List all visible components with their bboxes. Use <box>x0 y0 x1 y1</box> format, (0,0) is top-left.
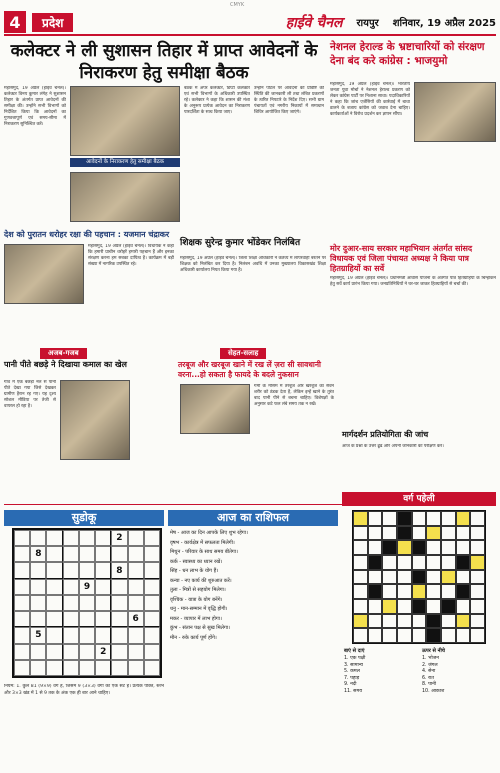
sudoku-cell <box>14 530 30 546</box>
crossword-cell <box>368 614 383 629</box>
sudoku-cell <box>128 562 144 578</box>
lead-photo-2 <box>70 172 180 222</box>
crossword-cell <box>368 540 383 555</box>
sudoku-cell: 8 <box>111 562 127 578</box>
sudoku-cell <box>30 611 46 627</box>
sudoku-cell <box>95 660 111 676</box>
crossword-cell <box>382 614 397 629</box>
crossword-cell <box>412 614 427 629</box>
crossword-left-title: बाएं से दाएं <box>344 648 365 654</box>
crossword-cell <box>456 570 471 585</box>
crossword-clue: 9. नदी <box>344 682 357 687</box>
crossword-cell <box>426 526 441 541</box>
sudoku-cell <box>144 644 160 660</box>
crossword-cell <box>470 540 485 555</box>
sudoku-cell <box>95 611 111 627</box>
crossword-grid <box>352 510 486 644</box>
crossword-cell <box>412 599 427 614</box>
sudoku-cell <box>14 611 30 627</box>
sudoku-cell <box>63 611 79 627</box>
crossword-cell <box>353 584 368 599</box>
sudoku-cell <box>144 627 160 643</box>
crossword-cell <box>397 511 412 526</box>
sudoku-cell <box>128 627 144 643</box>
sudoku-cell <box>46 627 62 643</box>
crossword-cell <box>397 526 412 541</box>
crossword-cell <box>397 599 412 614</box>
crossword-cell <box>470 511 485 526</box>
crossword-cell <box>456 540 471 555</box>
crossword-cell <box>382 628 397 643</box>
sudoku-cell <box>79 546 95 562</box>
sudoku-cell <box>46 611 62 627</box>
crossword-cell <box>368 555 383 570</box>
crossword-cell <box>441 614 456 629</box>
sudoku-cell <box>63 595 79 611</box>
sudoku-cell <box>128 546 144 562</box>
sudoku-cell <box>128 644 144 660</box>
sudoku-cell: 9 <box>79 579 95 595</box>
lead-photo-1 <box>70 86 180 156</box>
sudoku-cell <box>30 595 46 611</box>
crossword-cell <box>426 540 441 555</box>
crossword-cell <box>397 570 412 585</box>
sudoku-cell <box>79 530 95 546</box>
sudoku-grid <box>12 528 162 678</box>
crossword-cell <box>470 599 485 614</box>
crossword-left-clues <box>344 656 418 695</box>
crossword-cell <box>382 570 397 585</box>
page-number: 4 <box>4 11 26 33</box>
sudoku-cell <box>128 530 144 546</box>
crossword-cell <box>397 628 412 643</box>
crossword-cell <box>441 628 456 643</box>
sudoku-cell <box>46 595 62 611</box>
crossword-cell <box>368 526 383 541</box>
lead-body-col2: बैठक में अपर कलेक्टर, डिप्टी कलेक्टर एवं सभी विभागों के अधिकारी उपस्थित रहे। कलेक्टर ने कहा कि शासन की मंशा के अनुरूप प्रत्येक आवेदन का निराकरण पारदर्शिता के साथ किया जाए। <box>184 86 250 115</box>
crossword-cell <box>470 570 485 585</box>
sudoku-cell <box>95 530 111 546</box>
crossword-cell <box>426 584 441 599</box>
sudoku-cell <box>30 530 46 546</box>
sudoku-cell <box>14 562 30 578</box>
crossword-cell <box>397 584 412 599</box>
rashifal-list <box>170 530 338 644</box>
crossword-cell <box>441 511 456 526</box>
sudoku-cell <box>30 579 46 595</box>
sudoku-cell <box>79 660 95 676</box>
crossword-cell <box>426 614 441 629</box>
sudoku-cell <box>63 530 79 546</box>
crossword-cell <box>426 628 441 643</box>
crossword-cell <box>456 614 471 629</box>
teacher-story-headline: शिक्षक सुरेन्द्र कुमार भोंडेकर निलंबित <box>180 238 301 248</box>
sudoku-cell <box>111 546 127 562</box>
crossword-cell <box>456 628 471 643</box>
crossword-cell <box>382 584 397 599</box>
crossword-clue: 4. सेना <box>422 669 436 674</box>
rashifal-item: वृश्चिक - यात्रा के योग बनेंगे। <box>170 596 223 603</box>
rashifal-item: वृषभ - कार्यक्षेत्र में सफलता मिलेगी। <box>170 539 235 546</box>
crossword-cell <box>397 555 412 570</box>
sudoku-cell <box>46 660 62 676</box>
sudoku-cell: 6 <box>128 611 144 627</box>
sudoku-cell <box>111 627 127 643</box>
newspaper-brand: हाईवे चैनल <box>285 14 343 31</box>
edition-city: रायपुर <box>356 18 379 29</box>
crossword-right-title: ऊपर से नीचे <box>422 648 445 654</box>
health-story-photo <box>180 384 250 434</box>
right-story-photo <box>414 82 496 142</box>
crossword-cell <box>441 555 456 570</box>
rashifal-item: मिथुन - परिवार के साथ समय बीतेगा। <box>170 549 238 555</box>
crossword-cell <box>353 570 368 585</box>
sudoku-cell <box>30 644 46 660</box>
crossword-clue: 10. आकाश <box>422 688 445 694</box>
sudoku-cell <box>79 611 95 627</box>
sudoku-cell <box>128 579 144 595</box>
crossword-cell <box>412 540 427 555</box>
crossword-cell <box>368 599 383 614</box>
rashifal-item: कर्क - स्वास्थ्य का ध्यान रखें। <box>170 558 223 565</box>
crossword-cell <box>456 584 471 599</box>
rashifal-item: मेष - आज का दिन आपके लिए शुभ रहेगा। <box>170 530 248 536</box>
crossword-cell <box>426 570 441 585</box>
crossword-clue: 6. रात <box>422 675 435 681</box>
crossword-cell <box>353 526 368 541</box>
sudoku-cell <box>63 644 79 660</box>
crossword-cell <box>470 526 485 541</box>
sudoku-cell <box>111 579 127 595</box>
crossword-cell <box>353 555 368 570</box>
sudoku-cell <box>63 660 79 676</box>
sudoku-cell <box>14 595 30 611</box>
crossword-clue: 11. समय <box>344 688 363 694</box>
crossword-cell <box>368 584 383 599</box>
sudoku-cell <box>144 546 160 562</box>
crossword-cell <box>456 526 471 541</box>
sudoku-cell <box>95 579 111 595</box>
rashifal-item: मीन - रुके कार्य पूर्ण होंगे। <box>170 634 217 641</box>
crossword-cell <box>412 526 427 541</box>
crossword-cell <box>412 628 427 643</box>
crossword-cell <box>382 540 397 555</box>
crossword-cell <box>412 570 427 585</box>
crossword-cell <box>441 584 456 599</box>
crossword-cell <box>441 540 456 555</box>
sudoku-cell <box>30 660 46 676</box>
sudoku-cell <box>144 595 160 611</box>
crossword-clue: 1. भोजन <box>422 656 439 661</box>
crossword-story-body: आज के प्रश्नों के उत्तर ढूंढें और अपनी जानकारी का परीक्षण करें। <box>342 444 444 449</box>
jal-story-headline: पानी पीते बछड़े ने दिखाया कमाल का खेल <box>4 360 127 369</box>
sudoku-cell <box>14 660 30 676</box>
jal-story-photo <box>60 380 130 460</box>
sudoku-cell <box>95 562 111 578</box>
crossword-cell <box>412 511 427 526</box>
crossword-right-clues <box>422 656 496 695</box>
health-section-label: सेहत-सलाह <box>220 348 266 359</box>
sudoku-cell <box>30 562 46 578</box>
crossword-clue: 7. पहाड़ <box>344 675 360 681</box>
crossword-cell <box>353 628 368 643</box>
sudoku-cell <box>111 595 127 611</box>
sudoku-cell <box>144 562 160 578</box>
sudoku-cell: 8 <box>30 546 46 562</box>
crossword-clue: 5. कमल <box>344 669 360 674</box>
health-story-headline: तरबूज और खरबूज खाने में रख लें ज़रा सी सावधानी वरना...हो सकता है फायदे के बदले नुकसान <box>178 360 321 379</box>
masthead <box>4 10 496 36</box>
crossword-cell <box>441 570 456 585</box>
crossword-cell <box>397 540 412 555</box>
print-marker: CMYK <box>230 2 245 8</box>
lead-body-col1: महासमुंद, 19 अप्रैल (हाईवे चैनल)। कलेक्टर विनय कुमार लंगेह ने सुशासन तिहार के अंतर्गत प्राप्त आवेदनों की समीक्षा की। उन्होंने सभी विभागों को निर्देशित किया कि आवेदनों का गुणवत्तापूर्ण एवं समय-सीमा में निराकरण सुनिश्चित करें। <box>4 86 66 127</box>
issue-date: शनिवार, 19 अप्रैल 2025 <box>392 18 496 29</box>
sudoku-cell <box>144 579 160 595</box>
crossword-cell <box>456 599 471 614</box>
crossword-cell <box>456 511 471 526</box>
crossword-story-headline: मार्गदर्शन प्रतियोगिता की जांच <box>342 430 429 439</box>
crossword-cell <box>397 614 412 629</box>
crossword-cell <box>441 599 456 614</box>
lead-photo-caption: आवेदनों के निराकरण हेतु समीक्षा बैठक <box>70 158 180 167</box>
crossword-cell <box>412 555 427 570</box>
crossword-cell <box>368 511 383 526</box>
crossword-cell <box>470 614 485 629</box>
sudoku-cell <box>79 562 95 578</box>
sudoku-cell <box>14 579 30 595</box>
mid-story-body: महासमुंद, 19 अप्रैल (हाईवे चैनल)। विधायक ने कहा कि हमारी प्राचीन धरोहरें हमारी पहचान हैं और इनका संरक्षण करना हम सबका दायित्व है। कार्यक्रम में बड़ी संख्या में नागरिक उपस्थित रहे। <box>88 244 174 267</box>
right-story-body: महासमुंद, 19 अप्रैल (हाईवे चैनल)। भारतीय जनता युवा मोर्चा ने नेशनल हेराल्ड प्रकरण को लेकर कांग्रेस पार्टी पर निशाना साधा। पदाधिकारियों ने कहा कि जांच एजेंसियों की कार्रवाई में बाधा डालने के बजाय कांग्रेस को जवाब देना चाहिए। कार्यकर्ताओं ने विरोध प्रदर्शन कर ज्ञापन सौंपा। <box>330 82 410 117</box>
rashifal-title: आज का राशिफल <box>168 510 338 526</box>
sudoku-cell <box>144 660 160 676</box>
sudoku-cell <box>144 611 160 627</box>
sudoku-cell <box>95 627 111 643</box>
crossword-cell <box>382 511 397 526</box>
crossword-clue: 8. पानी <box>422 682 436 687</box>
section-label: प्रदेश <box>32 13 73 32</box>
sudoku-cell <box>95 595 111 611</box>
sudoku-cell <box>79 595 95 611</box>
crossword-cell <box>382 599 397 614</box>
crossword-clue: 1. एक पक्षी <box>344 656 366 661</box>
crossword-cell <box>426 599 441 614</box>
right-story2-headline: मोर दुआर-साय सरकार महाभियान अंतर्गत सांसद विधायक एवं जिला पंचायत अध्यक्ष ने किया पात्र हितग्राहियों का सर्वे <box>330 244 473 273</box>
sudoku-cell <box>46 579 62 595</box>
crossword-cell <box>353 614 368 629</box>
sudoku-cell <box>63 562 79 578</box>
crossword-cell <box>382 555 397 570</box>
sudoku-cell <box>46 644 62 660</box>
mid-story-headline: देश को पुरातन धरोहर रक्षा की पहचान : यजमान चंद्राकर <box>4 230 170 239</box>
crossword-clue: 3. सामान्य <box>344 662 363 668</box>
sudoku-cell <box>14 644 30 660</box>
sudoku-cell <box>128 660 144 676</box>
right-story2-body: महासमुंद, 19 अप्रैल (हाईवे चैनल)। प्रधानमंत्री आवास योजना के अंतर्गत पात्र हितग्राहियों के चिन्हांकन हेतु सर्वे कार्य प्रारंभ किया गया। जनप्रतिनिधियों ने घर-घर जाकर हितग्राहियों से चर्चा की। <box>330 276 496 287</box>
crossword-cell <box>353 599 368 614</box>
crossword-cell <box>426 555 441 570</box>
crossword-cell <box>368 570 383 585</box>
crossword-cell <box>412 584 427 599</box>
rashifal-item: कन्या - नए कार्य की शुरुआत करें। <box>170 577 232 584</box>
lead-headline: कलेक्टर ने ली सुशासन तिहार में प्राप्त आवेदनों के निराकरण हेतु समीक्षा बैठक <box>10 41 318 83</box>
sudoku-cell <box>128 595 144 611</box>
sudoku-cell <box>95 546 111 562</box>
sudoku-cell <box>63 579 79 595</box>
sudoku-cell <box>144 530 160 546</box>
sudoku-cell <box>79 644 95 660</box>
sudoku-cell <box>14 546 30 562</box>
crossword-cell <box>353 540 368 555</box>
sudoku-cell <box>63 546 79 562</box>
sudoku-cell <box>63 627 79 643</box>
crossword-cell <box>456 555 471 570</box>
sudoku-cell <box>79 627 95 643</box>
sudoku-cell <box>46 530 62 546</box>
crossword-title: वर्ग पहेली <box>342 492 496 506</box>
crossword-cell <box>470 555 485 570</box>
rashifal-item: धनु - मान-सम्मान में वृद्धि होगी। <box>170 606 228 612</box>
sudoku-title: सुडोकू <box>4 510 164 526</box>
rashifal-item: सिंह - धन लाभ के योग हैं। <box>170 568 219 574</box>
sudoku-cell: 5 <box>30 627 46 643</box>
crossword-cell <box>470 628 485 643</box>
crossword-cell <box>382 526 397 541</box>
lead-body-col3: उन्होंने पोर्टल पर आवेदनों की प्रविष्टि की स्थिति की जानकारी ली तथा लंबित प्रकरणों के त्वरित निपटारे के निर्देश दिए। सभी ग्राम पंचायतों एवं नगरीय निकायों में समाधान शिविर आयोजित किए जाएंगे। <box>254 86 324 115</box>
rashifal-item: तुला - मित्रों से सहयोग मिलेगा। <box>170 587 226 593</box>
crossword-cell <box>441 526 456 541</box>
crossword-cell <box>470 584 485 599</box>
crossword-clue: 2. जंगल <box>422 662 438 668</box>
rashifal-item: कुंभ - संतान पक्ष से सुख मिलेगा। <box>170 625 230 631</box>
sudoku-cell <box>46 546 62 562</box>
sudoku-cell: 2 <box>95 644 111 660</box>
sudoku-cell <box>46 562 62 578</box>
sudoku-cell <box>111 644 127 660</box>
jal-section-label: अजब-गजब <box>40 348 87 359</box>
rashifal-item: मकर - व्यापार में लाभ होगा। <box>170 615 222 622</box>
teacher-story-body: महासमुंद, 19 अप्रैल (हाईवे चैनल)। जिला शिक्षा अधिकारी ने कर्तव्य में लापरवाही बरतने पर शिक्षक को निलंबित कर दिया है। निलंबन अवधि में उनका मुख्यालय विकासखंड शिक्षा अधिकारी कार्यालय नियत किया गया है। <box>180 256 326 273</box>
sudoku-cell: 2 <box>111 530 127 546</box>
mid-story-photo <box>4 244 84 304</box>
crossword-cell <box>426 511 441 526</box>
sudoku-cell <box>111 660 127 676</box>
crossword-cell <box>353 511 368 526</box>
crossword-cell <box>368 628 383 643</box>
sudoku-instructions: नियम: 1. कुल 81 (9×9) वर्ग हैं, जिसमें 9 (3×3) वर्गों का एक सेट है। प्रत्येक पंक्ति, स्तंभ और 3×3 खंड में 1 से 9 तक के अंक एक ही बार आने चाहिए। <box>4 684 164 696</box>
jal-story-body: गांव में एक बछड़ा नल से पानी पीते देखा गया जिसे देखकर ग्रामीण हैरान रह गए। यह दृश्य सोशल मीडिया पर तेजी से वायरल हो रहा है। <box>4 380 56 409</box>
sudoku-cell <box>14 627 30 643</box>
health-story-body: गर्मी के मौसम में तरबूज और खरबूज का सेवन शरीर को ठंडक देता है, लेकिन इन्हें खाने के तुरंत बाद पानी पीने से बचना चाहिए। विशेषज्ञों के अनुसार कटे फल लंबे समय तक न रखें। <box>254 384 334 407</box>
right-story-headline: नेशनल हेराल्ड के भ्रष्टाचारियों को संरक्षण देना बंद करे कांग्रेस : भाजयुमो <box>330 41 485 67</box>
sudoku-cell <box>111 611 127 627</box>
